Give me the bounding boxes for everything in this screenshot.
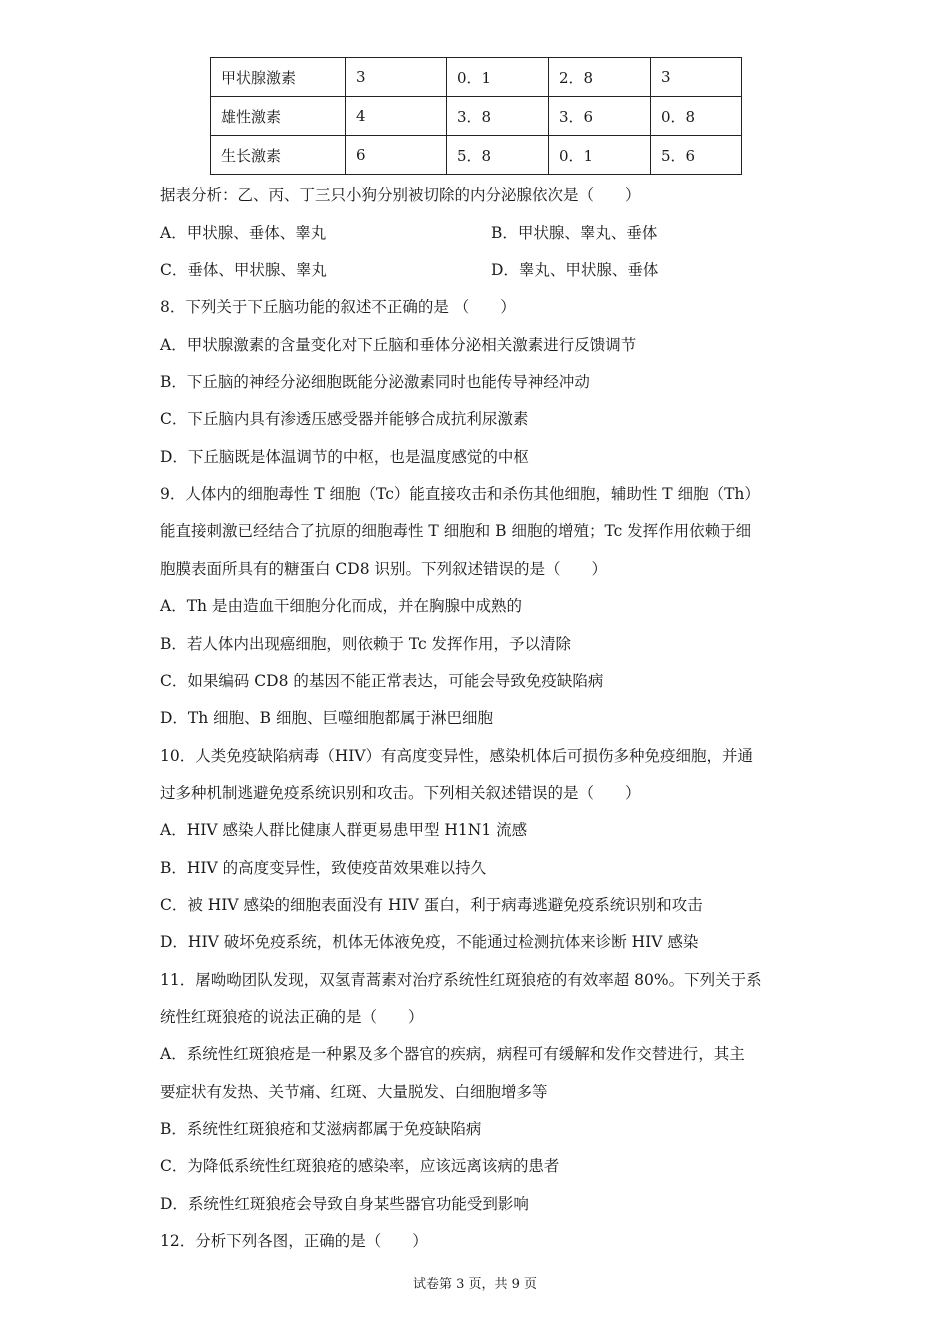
table-cell: 5．8 (447, 136, 549, 175)
table-cell: 3 (346, 58, 447, 97)
question-7-option-a: A．甲状腺、垂体、睾丸 (160, 224, 327, 242)
question-8-option-c: C．下丘脑内具有渗透压感受器并能够合成抗利尿激素 (160, 410, 529, 428)
question-11-stem-line: 统性红斑狼疮的说法正确的是（ ） (160, 1008, 424, 1026)
table-cell: 3 (651, 58, 742, 97)
table-cell: 3．8 (447, 97, 549, 136)
question-9-stem-line: 9．人体内的细胞毒性 T 细胞（Tc）能直接攻击和杀伤其他细胞，辅助性 T 细胞（Th） (160, 485, 760, 503)
question-10-stem-line: 过多种机制逃避免疫系统识别和攻击。下列相关叙述错误的是（ ） (160, 784, 641, 802)
table-cell: 雄性激素 (211, 97, 346, 136)
hormone-table (210, 57, 742, 175)
question-10-option-a: A．HIV 感染人群比健康人群更易患甲型 H1N1 流感 (160, 821, 528, 839)
question-7-option-d: D．睾丸、甲状腺、垂体 (491, 261, 659, 279)
question-11-option-b: B．系统性红斑狼疮和艾滋病都属于免疫缺陷病 (160, 1120, 482, 1138)
question-9-option-a: A．Th 是由造血干细胞分化而成，并在胸腺中成熟的 (160, 597, 522, 615)
question-10-option-d: D．HIV 破坏免疫系统，机体无体液免疫，不能通过检测抗体来诊断 HIV 感染 (160, 933, 699, 951)
question-7-option-c: C．垂体、甲状腺、睾丸 (160, 261, 327, 279)
question-11-option-a-line: 要症状有发热、关节痛、红斑、大量脱发、白细胞增多等 (160, 1083, 548, 1101)
table-cell: 4 (346, 97, 447, 136)
page-footer: 试卷第 3 页，共 9 页 (412, 1277, 538, 1292)
table-cell: 6 (346, 136, 447, 175)
question-9-stem-line: 胞膜表面所具有的糖蛋白 CD8 识别。下列叙述错误的是（ ） (160, 560, 608, 578)
question-9-option-c: C．如果编码 CD8 的基因不能正常表达，可能会导致免疫缺陷病 (160, 672, 604, 690)
question-11-stem-line: 11．屠呦呦团队发现，双氢青蒿素对治疗系统性红斑狼疮的有效率超 80%。下列关于系 (160, 971, 762, 989)
question-8-stem: 8．下列关于下丘脑功能的叙述不正确的是 （ ） (160, 298, 516, 316)
question-11-option-d: D．系统性红斑狼疮会导致自身某些器官功能受到影响 (160, 1195, 529, 1213)
table-cell: 生长激素 (211, 136, 346, 175)
table-cell: 甲状腺激素 (211, 58, 346, 97)
table-cell: 0．1 (447, 58, 549, 97)
question-10-option-b: B．HIV 的高度变异性，致使疫苗效果难以持久 (160, 859, 487, 877)
question-7-option-b: B．甲状腺、睾丸、垂体 (491, 224, 658, 242)
question-8-option-d: D．下丘脑既是体温调节的中枢，也是温度感觉的中枢 (160, 448, 529, 466)
table-row (211, 97, 742, 136)
table-cell: 5．6 (651, 136, 742, 175)
table-cell: 0．1 (549, 136, 651, 175)
question-9-option-b: B．若人体内出现癌细胞，则依赖于 Tc 发挥作用，予以清除 (160, 635, 572, 653)
question-10-option-c: C．被 HIV 感染的细胞表面没有 HIV 蛋白，利于病毒逃避免疫系统识别和攻击 (160, 896, 703, 914)
question-11-option-a-line: A．系统性红斑狼疮是一种累及多个器官的疾病，病程可有缓解和发作交替进行，其主 (160, 1045, 745, 1063)
question-12-stem: 12．分析下列各图，正确的是（ ） (160, 1232, 428, 1250)
question-7-stem: 据表分析：乙、丙、丁三只小狗分别被切除的内分泌腺依次是（ ） (160, 186, 641, 204)
question-11-option-c: C．为降低系统性红斑狼疮的感染率，应该远离该病的患者 (160, 1157, 560, 1175)
question-10-stem-line: 10．人类免疫缺陷病毒（HIV）有高度变异性，感染机体后可损伤多种免疫细胞，并通 (160, 747, 754, 765)
table-cell: 3．6 (549, 97, 651, 136)
question-9-stem-line: 能直接刺激已经结合了抗原的细胞毒性 T 细胞和 B 细胞的增殖；Tc 发挥作用依赖于细 (160, 522, 752, 540)
question-8-option-a: A．甲状腺激素的含量变化对下丘脑和垂体分泌相关激素进行反馈调节 (160, 336, 637, 354)
table-row (211, 58, 742, 97)
table-row (211, 136, 742, 175)
question-8-option-b: B．下丘脑的神经分泌细胞既能分泌激素同时也能传导神经冲动 (160, 373, 590, 391)
question-9-option-d: D．Th 细胞、B 细胞、巨噬细胞都属于淋巴细胞 (160, 709, 493, 727)
table-cell: 0．8 (651, 97, 742, 136)
table-cell: 2．8 (549, 58, 651, 97)
